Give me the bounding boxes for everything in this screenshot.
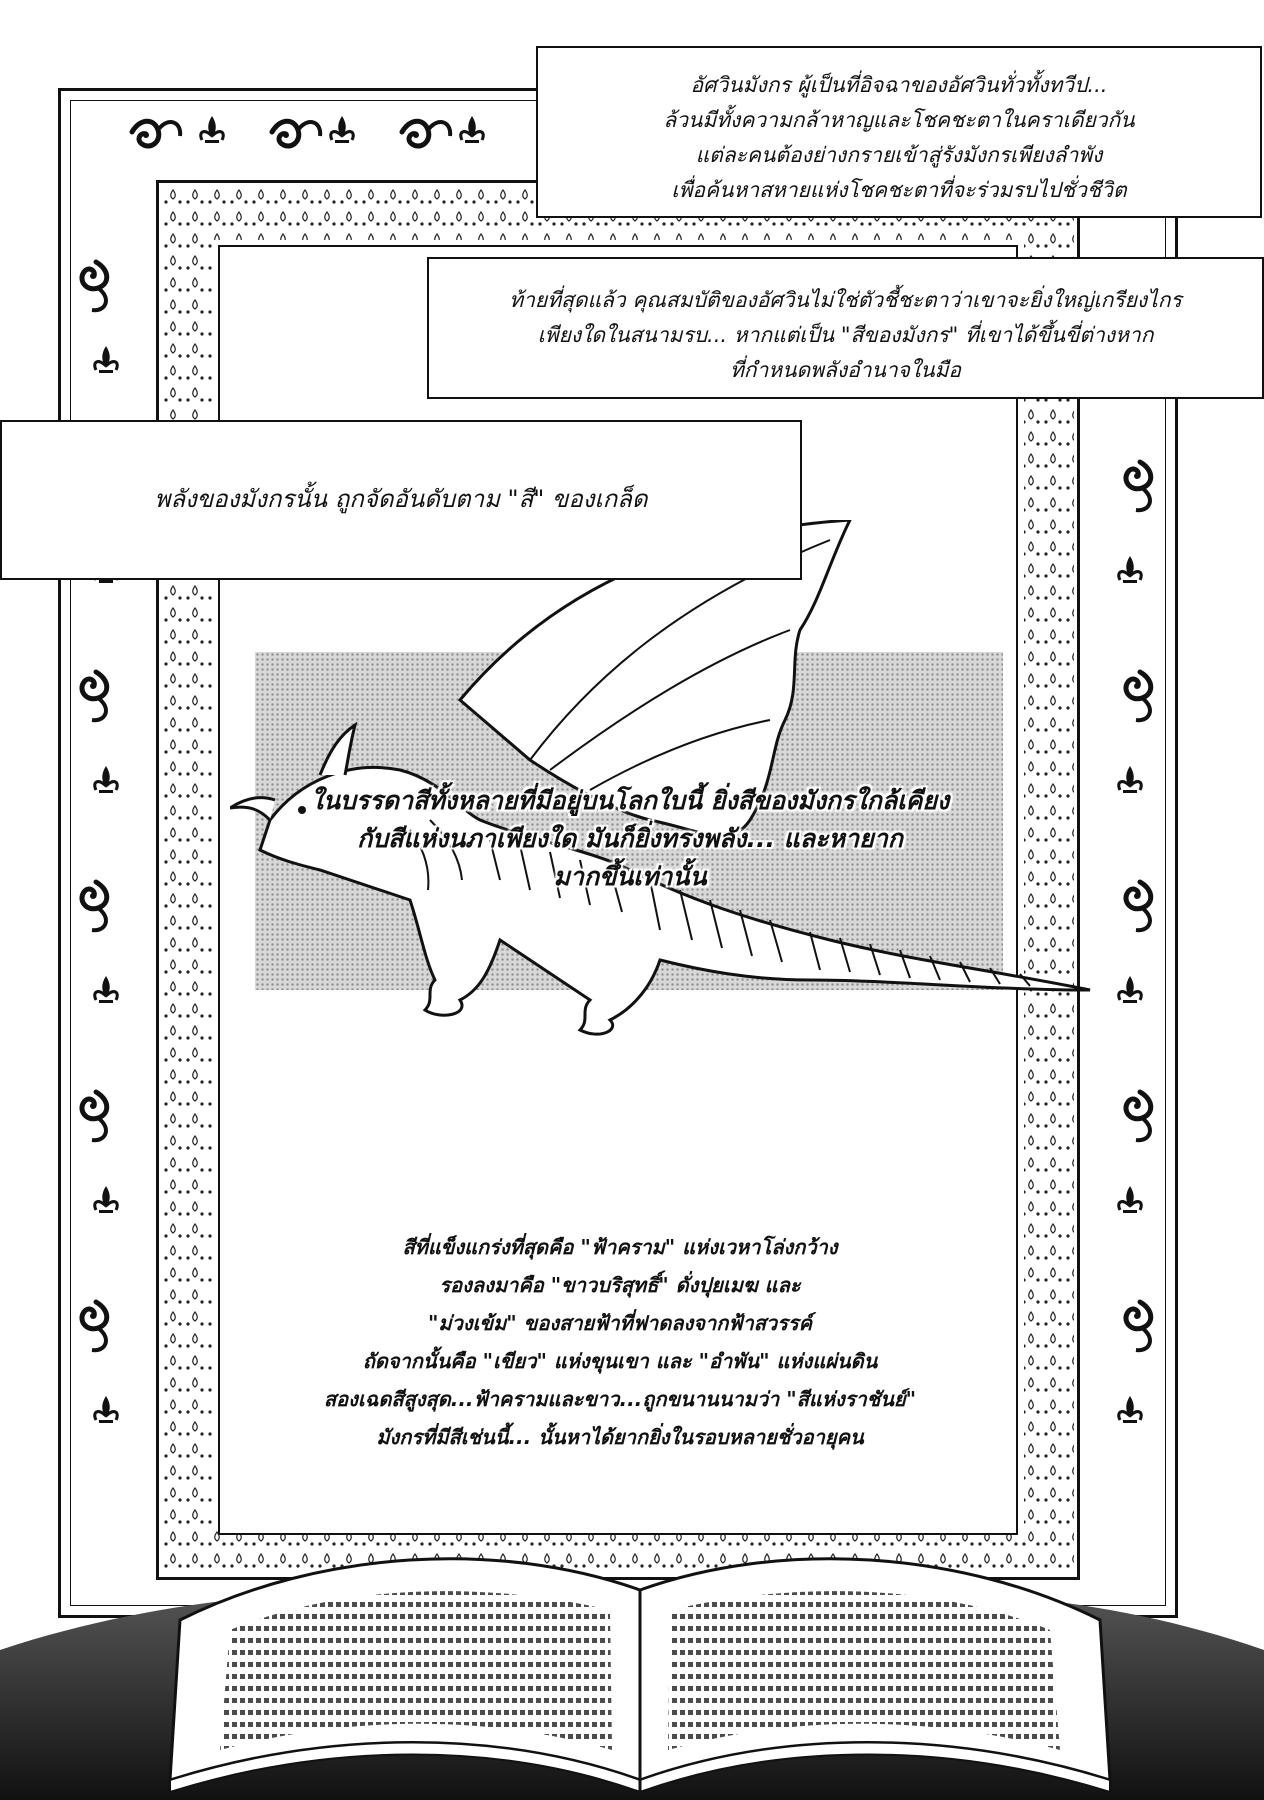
narration-line: "ม่วงเข้ม" ของสายฟ้าที่ฟาดลงจากฟ้าสวรรค์ <box>427 1311 812 1335</box>
parchment-narration <box>300 1228 940 1456</box>
narration-line: ถัดจากนั้นคือ "เขียว" แห่งขุนเขา และ "อำพัน" แห่งแผ่นดิน <box>362 1349 878 1373</box>
narration-line: กับสีแห่งนภาเพียงใด มันก็ยิ่งทรงพลัง... และหายาก <box>357 824 903 853</box>
narration-line: สองเฉดสีสูงสุด...ฟ้าครามและขาว...ถูกขนานนามว่า "สีแห่งราชันย์" <box>323 1387 917 1411</box>
narration-line: ในบรรดาสีทั้งหลายที่มีอยู่บนโลกใบนี้ ยิ่งสีของมังกรใกล้เคียง <box>310 786 950 815</box>
caption-box-left <box>0 420 802 580</box>
narration-line: รองลงมาคือ "ขาวบริสุทธิ์" ดั่งปุยเมฆ และ <box>439 1273 801 1297</box>
narration-line: มากขึ้นเท่านั้น <box>553 862 707 891</box>
open-book-illustration <box>0 1480 1264 1800</box>
caption-line: พลังของมังกรนั้น ถูกจัดอันดับตาม "สี" ของเกล็ด <box>154 485 648 513</box>
caption-box-middle <box>427 257 1264 399</box>
narration-line: สีที่แข็งแกร่งที่สุดคือ "ฟ้าคราม" แห่งเวหาโล่งกว้าง <box>402 1235 838 1259</box>
screentone-narration <box>230 782 1030 896</box>
narration-line: มังกรที่มีสีเช่นนี้... นั้นหาได้ยากยิ่งในรอบหลายชั่วอายุคน <box>376 1425 864 1449</box>
caption-line: ท้ายที่สุดแล้ว คุณสมบัติของอัศวินไม่ใช่ตัวชี้ชะตาว่าเขาจะยิ่งใหญ่เกรียงไกร <box>509 288 1182 312</box>
caption-line: เพียงใดในสนามรบ... หากแต่เป็น "สีของมังกร" ที่เขาได้ขึ้นขี่ต่างหาก <box>537 323 1154 347</box>
caption-line: ล้วนมีทั้งความกล้าหาญและโชคชะตาในคราเดียวกัน <box>663 108 1135 132</box>
caption-line: อัศวินมังกร ผู้เป็นที่อิจฉาของอัศวินทั่วทั้งทวีป... <box>690 73 1108 97</box>
caption-line: ที่กำหนดพลังอำนาจในมือ <box>729 358 962 382</box>
caption-box-top <box>536 46 1262 218</box>
caption-line: เพื่อค้นหาสหายแห่งโชคชะตาที่จะร่วมรบไปชั่วชีวิต <box>671 178 1127 202</box>
caption-line: แต่ละคนต้องย่างกรายเข้าสู่รังมังกรเพียงลำพัง <box>695 143 1103 167</box>
